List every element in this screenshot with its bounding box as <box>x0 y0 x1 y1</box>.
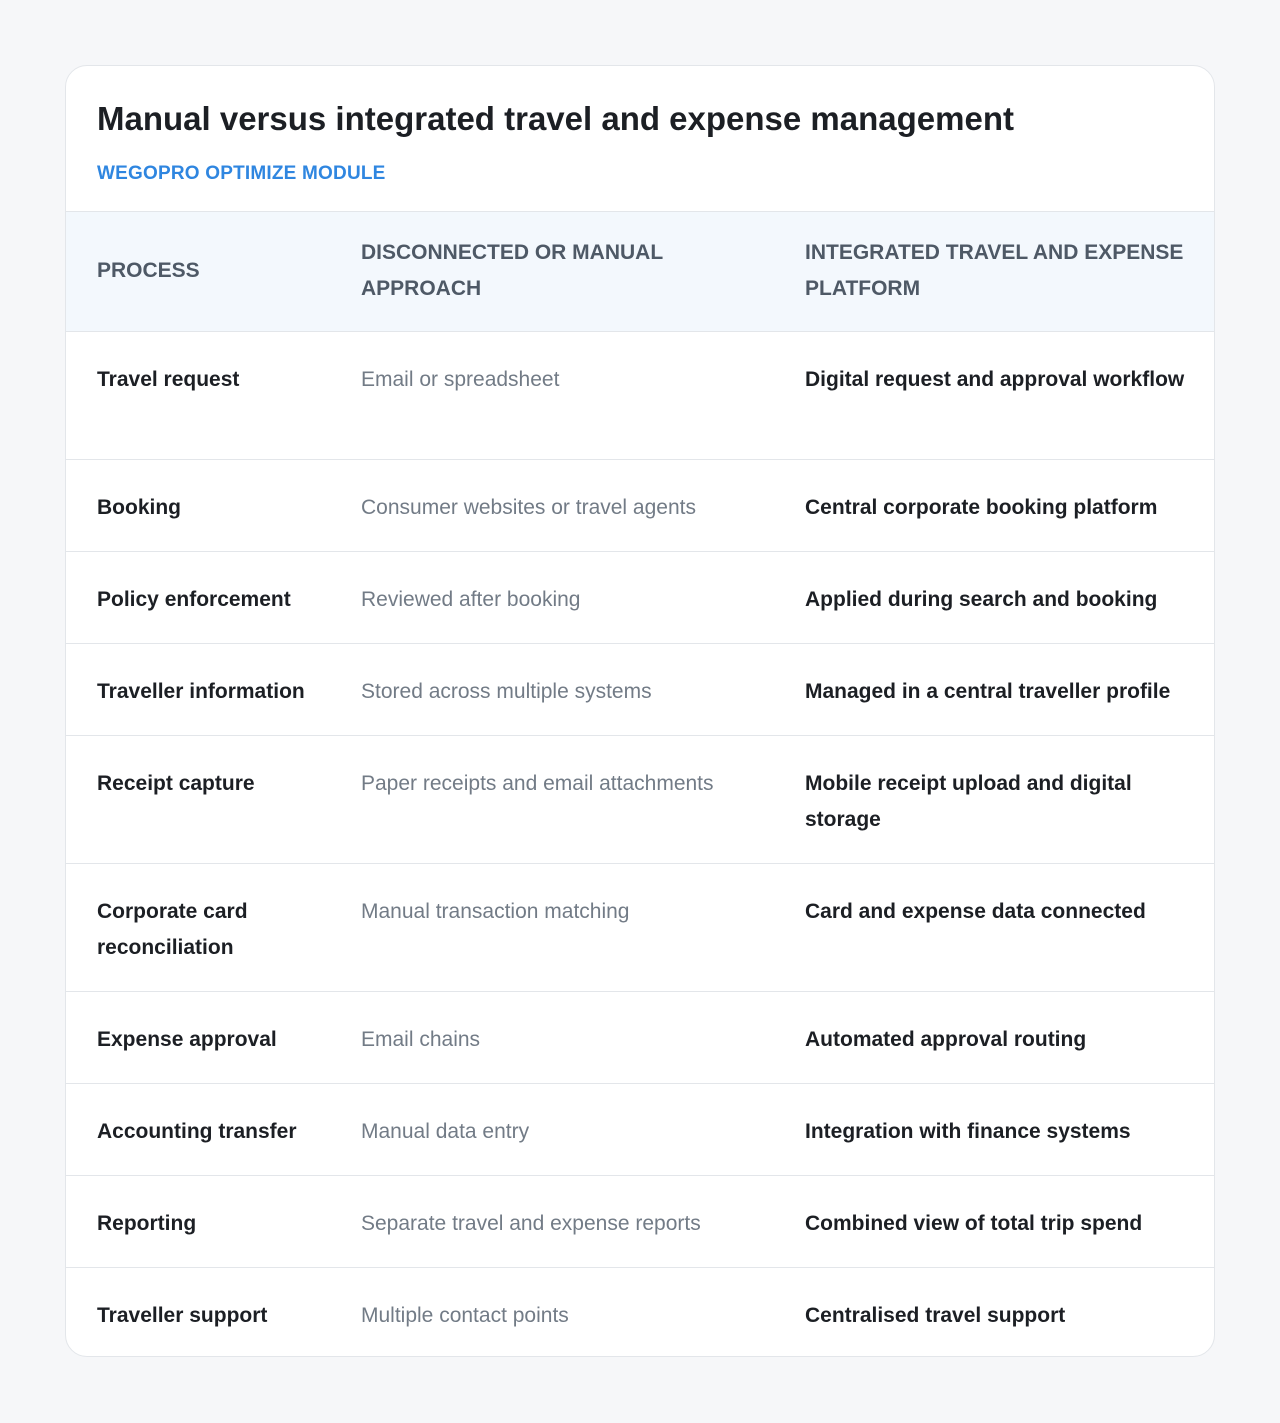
table-body <box>66 331 1215 1357</box>
process-cell: Corporate card reconciliation <box>66 863 330 991</box>
card-header <box>66 66 1214 212</box>
table-header <box>66 212 1215 331</box>
process-cell: Receipt capture <box>66 735 330 863</box>
column-header-manual: DISCONNECTED OR MANUAL APPROACH <box>330 212 774 331</box>
page-title: Manual versus integrated travel and expense management <box>97 100 1014 137</box>
process-cell: Booking <box>66 459 330 551</box>
process-cell: Reporting <box>66 1175 330 1267</box>
table-row <box>66 735 1215 863</box>
integrated-cell: Centralised travel support <box>805 1303 1066 1327</box>
table-row <box>66 643 1215 735</box>
table-header-row <box>66 212 1215 331</box>
integrated-cell: Combined view of total trip spend <box>774 1175 1215 1267</box>
process-cell: Expense approval <box>66 991 330 1083</box>
integrated-cell: Card and expense data connected <box>774 863 1215 991</box>
column-header-process: PROCESS <box>66 212 330 331</box>
integrated-cell: Digital request and approval workflow <box>774 331 1215 459</box>
table-row <box>66 1175 1215 1267</box>
integrated-cell: Central corporate booking platform <box>774 459 1215 551</box>
manual-cell: Email chains <box>330 991 774 1083</box>
process-cell: Travel request <box>66 331 330 459</box>
table-row <box>66 1267 1215 1357</box>
column-header-integrated: INTEGRATED TRAVEL AND EXPENSE PLATFORM <box>774 212 1215 331</box>
table-row <box>66 863 1215 991</box>
table-row <box>66 1083 1215 1175</box>
manual-cell: Stored across multiple systems <box>330 643 774 735</box>
table-row <box>66 331 1215 459</box>
process-cell: Traveller support <box>97 1303 268 1327</box>
process-cell: Traveller information <box>66 643 330 735</box>
integrated-cell: Integration with finance systems <box>774 1083 1215 1175</box>
integrated-cell: Automated approval routing <box>774 991 1215 1083</box>
manual-cell: Manual transaction matching <box>330 863 774 991</box>
process-cell: Policy enforcement <box>66 551 330 643</box>
manual-cell: Consumer websites or travel agents <box>330 459 774 551</box>
integrated-cell: Applied during search and booking <box>774 551 1215 643</box>
manual-cell: Reviewed after booking <box>330 551 774 643</box>
comparison-table <box>66 212 1215 1357</box>
integrated-cell: Mobile receipt upload and digital storage <box>774 735 1215 863</box>
manual-cell: Separate travel and expense reports <box>330 1175 774 1267</box>
table-row <box>66 991 1215 1083</box>
table-row <box>66 459 1215 551</box>
comparison-card <box>65 65 1215 1357</box>
manual-cell: Email or spreadsheet <box>330 331 774 459</box>
process-cell: Accounting transfer <box>66 1083 330 1175</box>
manual-cell: Manual data entry <box>330 1083 774 1175</box>
integrated-cell: Managed in a central traveller profile <box>774 643 1215 735</box>
manual-cell: Paper receipts and email attachments <box>330 735 774 863</box>
manual-cell: Multiple contact points <box>361 1303 569 1327</box>
table-row <box>66 551 1215 643</box>
module-subtitle: WEGOPRO OPTIMIZE MODULE <box>97 163 386 184</box>
